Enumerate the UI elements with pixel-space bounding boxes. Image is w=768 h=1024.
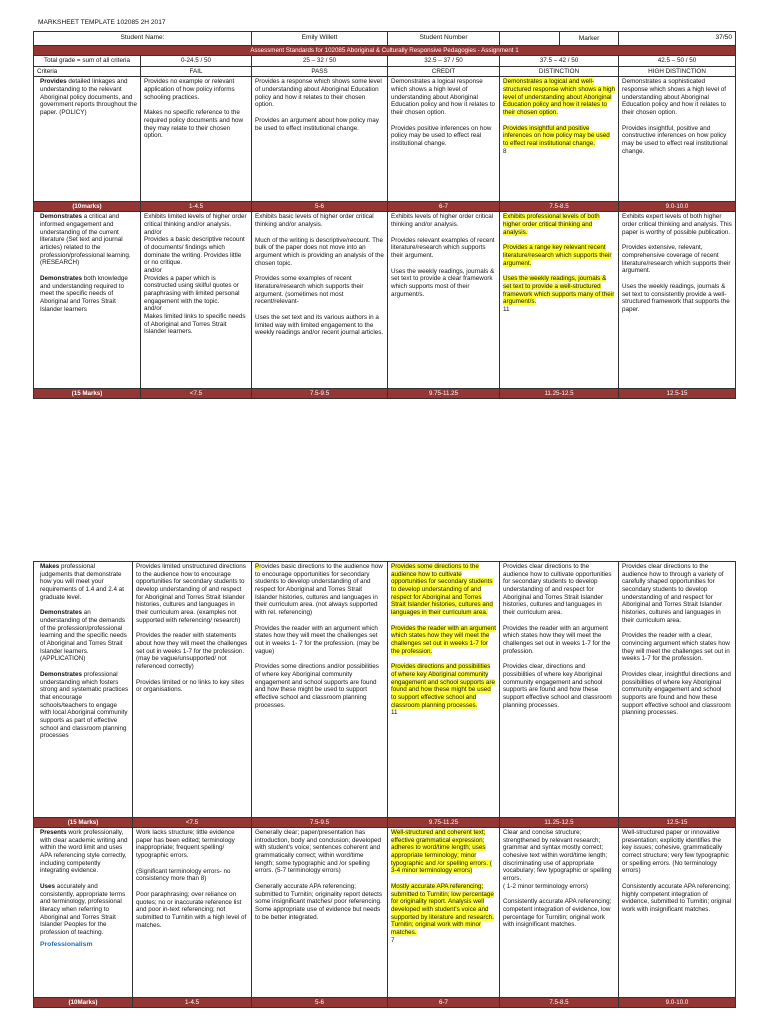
level-distinction: DISTINCTION: [500, 66, 619, 77]
highlighted-text: Provides the reader with an argument which states how they will meet the challenges set out in weeks 1-7 for the profession.: [391, 624, 497, 655]
assessment-banner-row: [34, 46, 736, 56]
highlighted-text: Uses the weekly readings, journals & set text to provide a well-structured framework which supports many of their argument/s.: [503, 275, 615, 306]
student-number-value: [500, 32, 560, 45]
awarded-mark: 11: [391, 709, 398, 717]
level-fail: FAIL: [141, 66, 252, 77]
professionalism-label: Professionalism: [40, 940, 93, 948]
awarded-mark: 8: [503, 147, 507, 155]
grade-range-high-distinction: 42.5 – 50 / 50: [619, 56, 736, 67]
highlighted-text: Provides insightful and positive inferences on how policy may be used to effect real institutional change.: [503, 124, 610, 148]
assessment-banner: Assessment Standards for 102085 Aboriginal & Culturally Responsive Pedagogies - Assignment 1: [34, 46, 736, 56]
criterion-row-research: [34, 212, 736, 389]
grade-range-distinction: 37.5 – 42 / 50: [500, 56, 619, 67]
level-credit: CREDIT: [388, 66, 500, 77]
highlighted-text: Provides a range key relevant recent literature/research which supports their argument.: [503, 244, 612, 267]
grade-range-credit: 32.5 – 37 / 50: [388, 56, 500, 67]
student-number-label: Student Number: [388, 32, 500, 46]
total-score: 37/50: [619, 32, 736, 46]
criterion-row-policy: [34, 77, 736, 202]
level-high-distinction: HIGH DISTINCTION: [619, 66, 736, 77]
level-pass: PASS: [252, 66, 388, 77]
sheet-title: MARKSHEET TEMPLATE 102085 2H 2017: [38, 19, 166, 26]
awarded-mark: 7: [391, 936, 395, 944]
criterion-row-professionalism: [34, 828, 736, 998]
marksheet-top-table: [33, 31, 736, 399]
grade-range-fail: 0-24.5 / 50: [141, 56, 252, 67]
professionalism-credit-cell: [388, 828, 500, 998]
student-name-label: Student Name:: [34, 32, 252, 46]
student-header-row: [34, 32, 736, 46]
policy-fail-cell: Provides no example or relevant application of how policy informs schooling practices. Makes no specific reference to the required policy documents and how they may relate to their chosen option.: [141, 77, 252, 202]
score-row-policy: (10marks) 1-4.5 5-6 6-7 7.5-8.5 9.0-10.0: [34, 202, 736, 212]
research-distinction-cell: [500, 212, 619, 389]
marksheet-bottom-table: [33, 561, 736, 1008]
score-row-research: (15 Marks) <7.5 7.5-9.5 9.75-11.25 11.25-12.5 12.5-15: [34, 389, 736, 399]
research-fail-cell: Exhibits limited levels of higher order critical thinking and/or analysis. and/or Provides a basic descriptive recount of documents/ findings which dominate the writing. Provides little or no critique. and/or Provides a paper which is constructed using skilful quotes or paraphrasing with limited personal engagement with the topic. and/or Makes limited links to specific needs of Aboriginal and Torres Strait Islander learners.: [141, 212, 252, 389]
score-row-application: (15 Marks) <7.5 7.5-9.5 9.75-11.25 11.25-12.5 12.5-15: [34, 818, 736, 828]
professionalism-high-distinction-cell: Well-structured paper or innovative presentation; explicitly identifies the key issues; cohesive, grammatically correct structure; very few typographic or spelling errors. (No terminology errors) Consistently accurate APA referencing; highly competent integration of evidence, submitted to Turnitin; original work with insignificant matches.: [619, 828, 736, 998]
grade-range-pass: 25 – 32 / 50: [252, 56, 388, 67]
application-credit-cell: [388, 562, 500, 818]
research-credit-cell: Exhibits levels of higher order critical thinking and/or analysis. Provides relevant examples of recent literature/research which supports their argument. Uses the weekly readings, journals & set text to provide a clear framework which supports most of their argument/s.: [388, 212, 500, 389]
professionalism-pass-cell: Generally clear; paper/presentation has introduction, body and conclusion; developed with student's voice; sentences coherent and grammatically correct; within word/time length; some typographic and /or spelling errors. (5-7 terminology errors) Generally accurate APA referencing; submitted to Turnitin; originality report detects some insignificant matches/ poor referencing. Some appropriate use of evidence but needs to be better integrated.: [252, 828, 388, 998]
grade-range-row: [34, 56, 736, 67]
criterion-application: Makes professional judgements that demonstrate how you will meet your requirements of 1.4 and 2.4 at graduate level. Demonstrates an understanding of the demands of the profession/professional learning and the specific needs of Aboriginal and Torres Strait Islander learners. (APPLICATION) Demonstrates professional understanding which fosters strong and systematic practices that encourage schools/teachers to engage with local Aboriginal community supports as part of effective school and classroom planning processes: [34, 562, 133, 818]
marker-label: Marker: [578, 35, 600, 42]
student-name-value: Emily Willett: [252, 32, 388, 46]
criteria-header: Criteria: [34, 66, 141, 77]
awarded-mark: 11: [503, 306, 510, 314]
highlighted-text: Exhibits professional levels of both higher order critical thinking and analysis.: [503, 213, 600, 236]
highlighted-text: Demonstrates a logical and well- structured response which shows a high level of understanding about Aboriginal Education policy and how it relates to their chosen option.: [503, 78, 616, 117]
highlighted-text: Provides some directions to the audience how to cultivate opportunities for secondary students to develop understanding of and respect for Aboriginal and Torres Strait Islander histories, cultures and languages in their curriculum area.: [391, 563, 493, 617]
application-high-distinction-cell: Provides clear directions to the audience how to through a variety of carefully shaped opportunities for secondary students to develop understanding of and respect for Aboriginal and Torres Strait Islander histories, cultures and languages in their curriculum area. Provides the reader with a clear, convincing argument which states how they will meet the challenges set out in weeks 1-7 for the profession. Provides clear, insightful directions and possibilities of where key Aboriginal community engagement and school supports are found and how these support effective school and classroom planning processes.: [619, 562, 736, 818]
professionalism-fail-cell: Work lacks structure; little evidence paper has been edited; terminology inappropriate; frequent spelling/ typographic errors. (Significant terminology errors- no consistency more than 8) Poor paraphrasing; over reliance on quotes; no or inaccurate reference list and poor in-text referencing; not submitted to Turnitin with a high level of matches.: [133, 828, 252, 998]
highlighted-text: Well-structured and coherent text; effective grammatical expression; adheres to word/time length; uses appropriate terminology; minor typographic and /or spelling errors. ( 3-4 minor terminology errors): [391, 829, 492, 875]
highlighted-text: Mostly accurate APA referencing; submitted to Turnitin; low percentage for originality report. Analysis well developed with student's voice and supported by literature and research. Turnitin; original work with minor matches.: [391, 883, 494, 937]
policy-distinction-cell: [500, 77, 619, 202]
highlighted-text: Provides directions and possibilities of where key Aboriginal community engagement and school supports are found and how these might be used to support effective school and classroom planning processes.: [391, 663, 495, 709]
criterion-row-application: [34, 562, 736, 818]
policy-high-distinction-cell: Demonstrates a sophisticated response which shows a high level of understanding about Aboriginal Education policy and how it relates to their chosen option. Provides insightful, positive and constructive inferences on how policy may be used to effect real institutional change.: [619, 77, 736, 202]
research-high-distinction-cell: Exhibits expert levels of both higher order critical thinking and analysis. This paper is worthy of possible publication. Provides extensive, relevant, comprehensive coverage of recent literature/research which supports their argument. Uses the weekly readings, journals & set text to consistently provide a well-structured framework that supports the paper.: [619, 212, 736, 389]
professionalism-distinction-cell: Clear and concise structure; strengthened by relevant research; grammar and syntax mostly correct; cohesive text within word/time length; discriminating use of appropriate vocabulary; few typographic or spelling errors. ( 1-2 minor terminology errors) Consistently accurate APA referencing; competent integration of evidence, low percentage for Turnitin; original work with insignificant matches.: [500, 828, 619, 998]
criterion-research: Demonstrates a critical and informed engagement and understanding of the current literature (Set text and journal articles) related to the profession/professional learning. (RESEARCH) Demonstrates both knowledge and understanding required to meet the specific needs of Aboriginal and Torres Strait Islander learners: [34, 212, 141, 389]
policy-credit-cell: Demonstrates a logical response which shows a high level of understanding about Aboriginal Education policy and how it relates to their chosen option. Provides positive inferences on how policy may be used to effect real institutional change.: [388, 77, 500, 202]
application-pass-cell: Provides basic directions to the audience how to encourage opportunities for secondary students to develop understanding of and respect for Aboriginal and Torres Strait Islander histories, cultures and languages in their curriculum area. (not always supported with rel. referencing) Provides the reader with an argument which states how they will meet the challenges set out in weeks 1- 7 for the profession. (may be vague) Provides some directions and/or possibilities of where key Aboriginal community engagement and school supports are found and how these might be used to support effective school and classroom planning processes.: [252, 562, 388, 818]
criterion-professionalism: Presents work professionally, with clear academic writing and within the word limit and uses APA referencing style correctly, including competently integrating evidence. Uses accurately and consistently, appropriate terms and terminology, professional literacy when referring to Aboriginal and Torres Strait Islander Peoples for the profession of teaching. Professionalism: [34, 828, 133, 998]
application-fail-cell: Provides limited unstructured directions to the audience how to encourage opportunities for secondary students to develop understanding of and respect for Aboriginal and Torres Strait Islander histories, cultures and languages in their curriculum area. (examples not supported with referencing/ research) Provides the reader with statements about how they will meet the challenges set out in weeks 1-7 for the profession. (may be vague/unsupported/ not referenced correctly) Provides limited or no links to key sites or organisations.: [133, 562, 252, 818]
score-row-professionalism: (10Marks) 1-4.5 5-6 6-7 7.5-8.5 9.0-10.0: [34, 998, 736, 1008]
total-grade-label: Total grade = sum of all criteria: [34, 56, 141, 67]
highlighted-text: P: [255, 563, 260, 570]
criterion-policy: Provides detailed linkages and understanding to the relevant Aboriginal policy documents, and government reports throughout the paper. (POLICY): [34, 77, 141, 202]
research-pass-cell: Exhibits basic levels of higher order critical thinking and/or analysis. Much of the writing is descriptive/recount. The bulk of the paper does not move into an argument which is providing an analysis of the chosen topic. Provides some examples of recent literature/research which supports their argument. (sometimes not most recent/relevant- Uses the set text and its various authors in a limited way with limited engagement to the weekly readings and/or recent journal articles.: [252, 212, 388, 389]
policy-pass-cell: Provides a response which shows some level of understanding about Aboriginal Education policy and how it relates to their chosen option. Provides an argument about how policy may be used to effect institutional change.: [252, 77, 388, 202]
application-distinction-cell: Provides clear directions to the audience how to cultivate opportunities for secondary students to develop understanding of and respect for Aboriginal and Torres Strait Islander histories, cultures and languages in their curriculum area. Provides the reader with an argument which states how they will meet the challenges set out in weeks 1-7 for the profession. Provides clear, directions and possibilities of where key Aboriginal community engagement and school supports are found and how these support effective school and classroom planning processes.: [500, 562, 619, 818]
level-header-row: [34, 66, 736, 77]
